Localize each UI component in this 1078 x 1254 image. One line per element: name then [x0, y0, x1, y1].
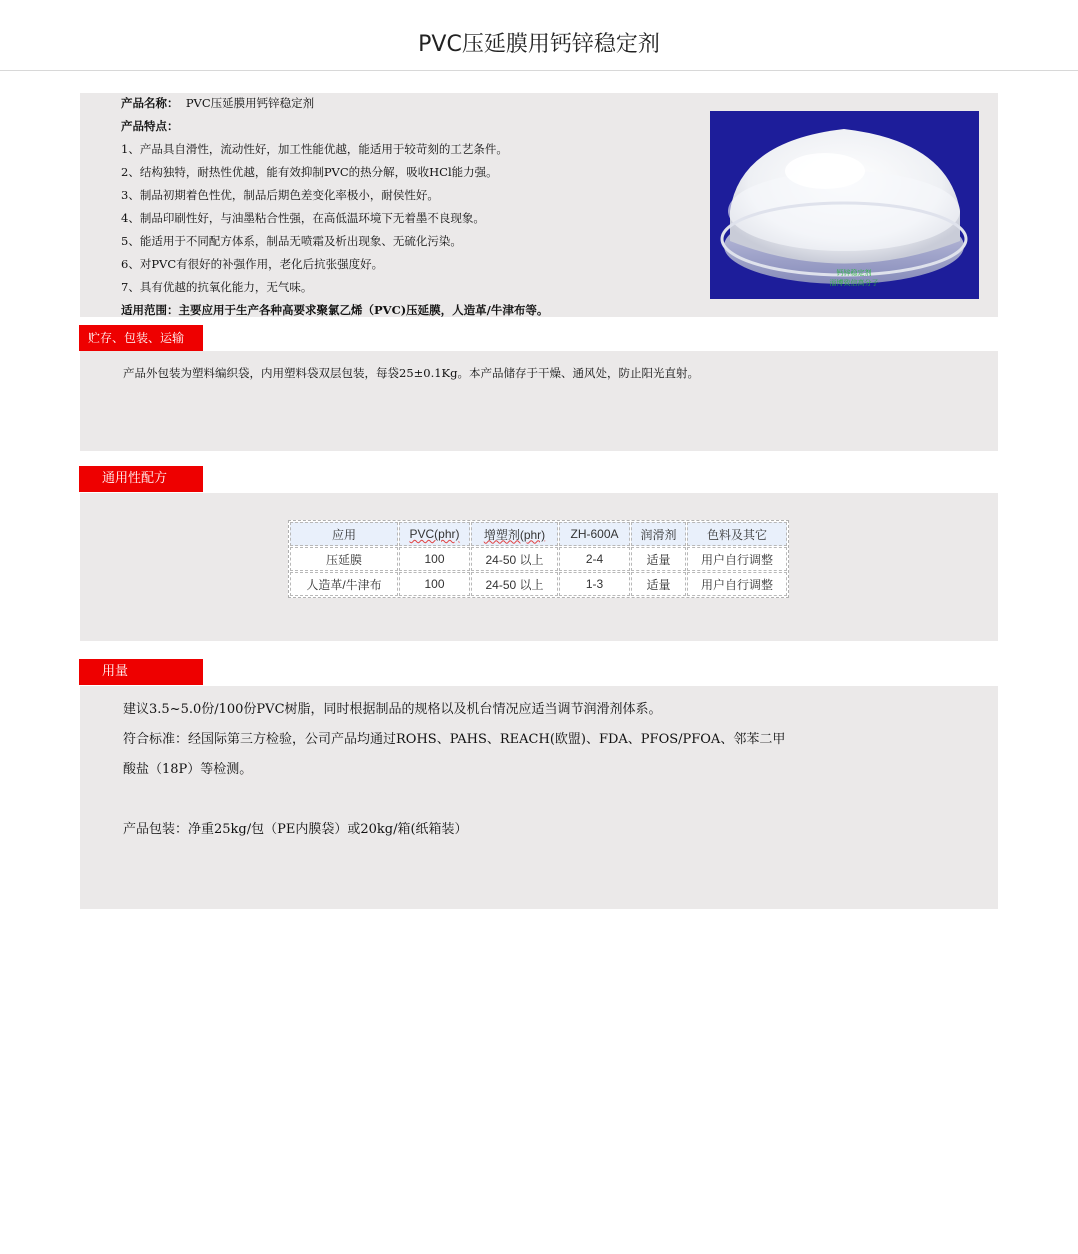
features-label: 产品特点：	[121, 119, 179, 133]
usage-text: 建议3.5~5.0份/100份PVC树脂，同时根据制品的规格以及机台情况应适当调节润滑剂体系。	[123, 702, 662, 717]
table-cell: 适量	[631, 572, 686, 596]
usage-panel	[80, 686, 998, 909]
feature-item: 7、具有优越的抗氧化能力，无气味。	[121, 280, 313, 294]
photo-watermark: 钙锌稳定剂 淄博致信高分子	[829, 269, 879, 287]
feature-item: 3、制品初期着色性优，制品后期色差变化率极小，耐侯性好。	[121, 188, 439, 202]
standards-text-continued: 酸盐（18P）等检测。	[123, 762, 253, 777]
table-cell: 适量	[631, 547, 686, 571]
table-cell: 100	[399, 547, 470, 571]
page-title: PVC压延膜用钙锌稳定剂	[418, 32, 660, 57]
table-cell: 24-50 以上	[471, 547, 558, 571]
table-cell: 人造革/牛津布	[290, 572, 398, 596]
table-header-row	[290, 522, 787, 546]
storage-text: 产品外包装为塑料编织袋，内用塑料袋双层包装，每袋25±0.1Kg。本产品储存于干燥、通风处，防止阳光直射。	[123, 366, 700, 380]
table-row	[290, 547, 787, 571]
standards-text: 符合标准：经国际第三方检验，公司产品均通过ROHS、PAHS、REACH(欧盟)、FDA、PFOS/PFOA、邻苯二甲	[123, 732, 786, 747]
page-header	[0, 0, 1078, 71]
tab-storage: 贮存、包装、运输	[79, 325, 203, 351]
table-cell: 用户自行调整	[687, 547, 787, 571]
table-header-cell: 应用	[290, 522, 398, 546]
table-cell: 压延膜	[290, 547, 398, 571]
feature-item: 2、结构独特，耐热性优越，能有效抑制PVC的热分解，吸收HCl能力强。	[121, 165, 498, 179]
packaging-text: 产品包装：净重25kg/包（PE内膜袋）或20kg/箱(纸箱装）	[123, 822, 468, 837]
tab-formula: 通用性配方	[79, 466, 203, 492]
feature-item: 5、能适用于不同配方体系，制品无喷霜及析出现象、无硫化污染。	[121, 234, 462, 248]
table-row	[290, 572, 787, 596]
table-cell: 100	[399, 572, 470, 596]
table-cell: 2-4	[559, 547, 630, 571]
application-scope: 适用范围：主要应用于生产各种高要求聚氯乙烯（PVC)压延膜，人造革/牛津布等。	[121, 303, 549, 317]
feature-item: 1、产品具自滑性，流动性好，加工性能优越，能适用于较苛刻的工艺条件。	[121, 142, 508, 156]
feature-item: 6、对PVC有很好的补强作用，老化后抗张强度好。	[121, 257, 384, 271]
table-header-cell: 润滑剂	[631, 522, 686, 546]
table-header-cell: ZH-600A	[559, 522, 630, 546]
product-name-label: 产品名称：	[121, 96, 179, 110]
product-name-row	[121, 96, 314, 110]
table-cell: 24-50 以上	[471, 572, 558, 596]
features-heading	[121, 119, 179, 133]
table-cell: 用户自行调整	[687, 572, 787, 596]
feature-item: 4、制品印刷性好，与油墨粘合性强，在高低温环境下无着墨不良现象。	[121, 211, 485, 225]
table-header-cell: PVC(phr)	[399, 522, 470, 546]
product-photo	[710, 111, 979, 299]
table-header-cell: 色料及其它	[687, 522, 787, 546]
product-name-value: PVC压延膜用钙锌稳定剂	[185, 96, 315, 110]
table-header-cell: 增塑剂(phr)	[471, 522, 558, 546]
tab-usage: 用量	[79, 659, 203, 685]
formula-table	[288, 520, 789, 598]
table-cell: 1-3	[559, 572, 630, 596]
